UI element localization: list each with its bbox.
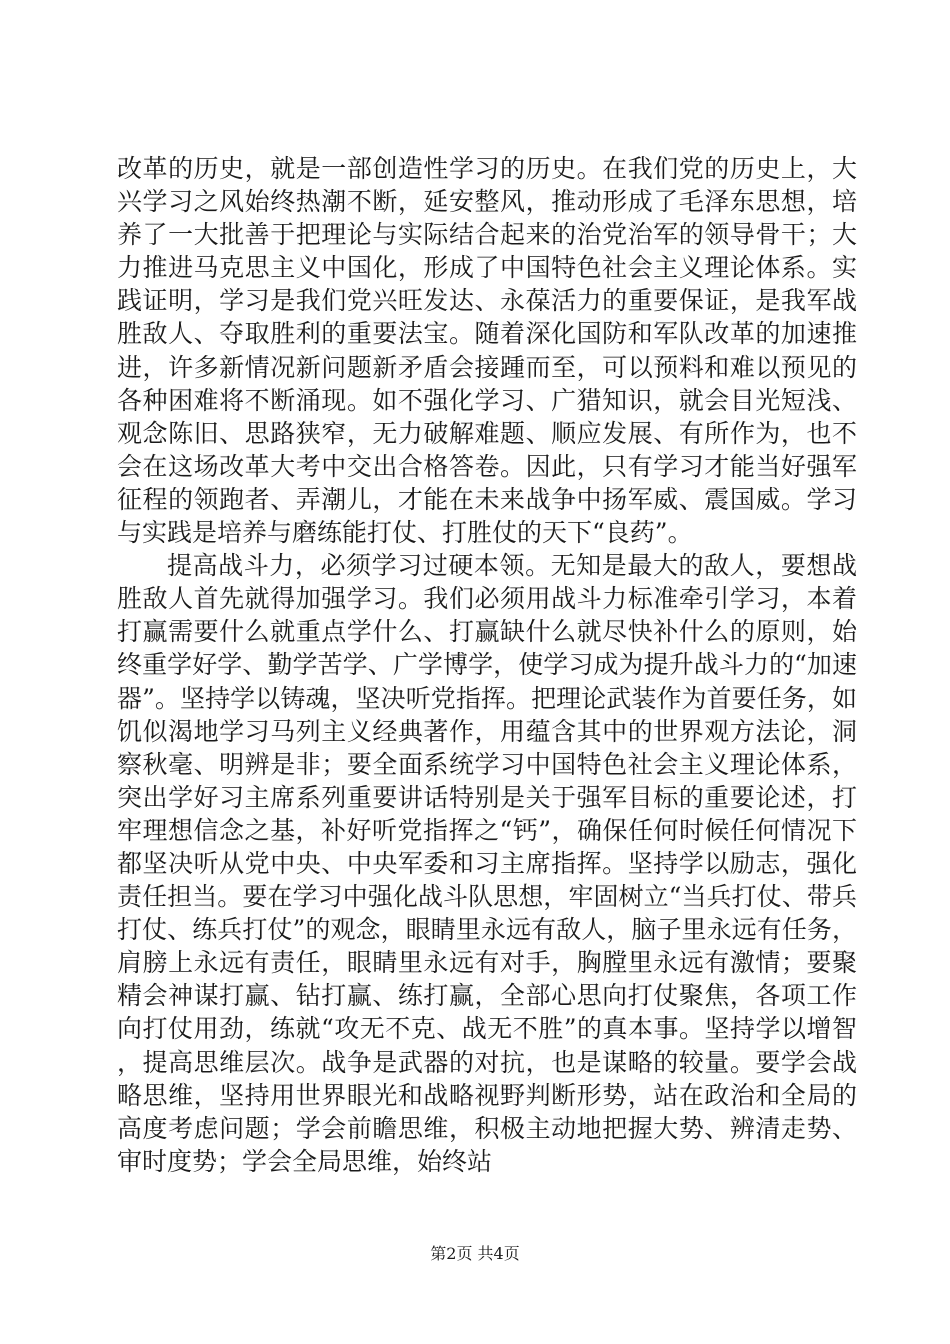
document-body [117, 152, 857, 1178]
paragraph-combat-effectiveness: 提高战斗力，必须学习过硬本领。无知是最大的敌人，要想战胜敌人首先就得加强学习。我们必须用战斗力标准牵引学习，本着打赢需要什么就重点学什么、打赢缺什么就尽快补什么的原则，始终重学好学、勤学苦学、广学博学，使学习成为提升战斗力的“加速器”。坚持学以铸魂，坚决听党指挥。把理论武装作为首要任务，如饥似渴地学习马列主义经典著作，用蕴含其中的世界观方法论，洞察秋毫、明辨是非；要全面系统学习中国特色社会主义理论体系，突出学好习主席系列重要讲话特别是关于强军目标的重要论述，打牢理想信念之基，补好听党指挥之“钙”，确保任何时候任何情况下都坚决听从党中央、中央军委和习主席指挥。坚持学以励志，强化责任担当。要在学习中强化战斗队思想，牢固树立“当兵打仗、带兵打仗、练兵打仗”的观念，眼睛里永远有敌人，脑子里永远有任务，肩膀上永远有责任，眼睛里永远有对手，胸膛里永远有激情；要聚精会神谋打赢、钻打赢、练打赢，全部心思向打仗聚焦，各项工作向打仗用劲，练就“攻无不克、战无不胜”的真本事。坚持学以增智，提高思维层次。战争是武器的对抗，也是谋略的较量。要学会战略思维，坚持用世界眼光和战略视野判断形势，站在政治和全局的高度考虑问题；学会前瞻思维，积极主动地把握大势、辨清走势、审时度势；学会全局思维，始终站 [117, 551, 857, 1176]
page-footer: 第2页 共4页 [430, 1244, 520, 1263]
paragraph-continuation: 改革的历史，就是一部创造性学习的历史。在我们党的历史上，大兴学习之风始终热潮不断，延安整风，推动形成了毛泽东思想，培养了一大批善于把理论与实际结合起来的治党治军的领导骨干；大力推进马克思主义中国化，形成了中国特色社会主义理论体系。实践证明，学习是我们党兴旺发达、永葆活力的重要保证，是我军战胜敌人、夺取胜利的重要法宝。随着深化国防和军队改革的加速推进，许多新情况新问题新矛盾会接踵而至，可以预料和难以预见的各种困难将不断涌现。如不强化学习、广猎知识，就会目光短浅、观念陈旧、思路狭窄，无力破解难题、顺应发展、有所作为，也不会在这场改革大考中交出合格答卷。因此，只有学习才能当好强军征程的领跑者、弄潮儿，才能在未来战争中扬军威、震国威。学习与实践是培养与磨练能打仗、打胜仗的天下“良药”。 [117, 154, 857, 548]
